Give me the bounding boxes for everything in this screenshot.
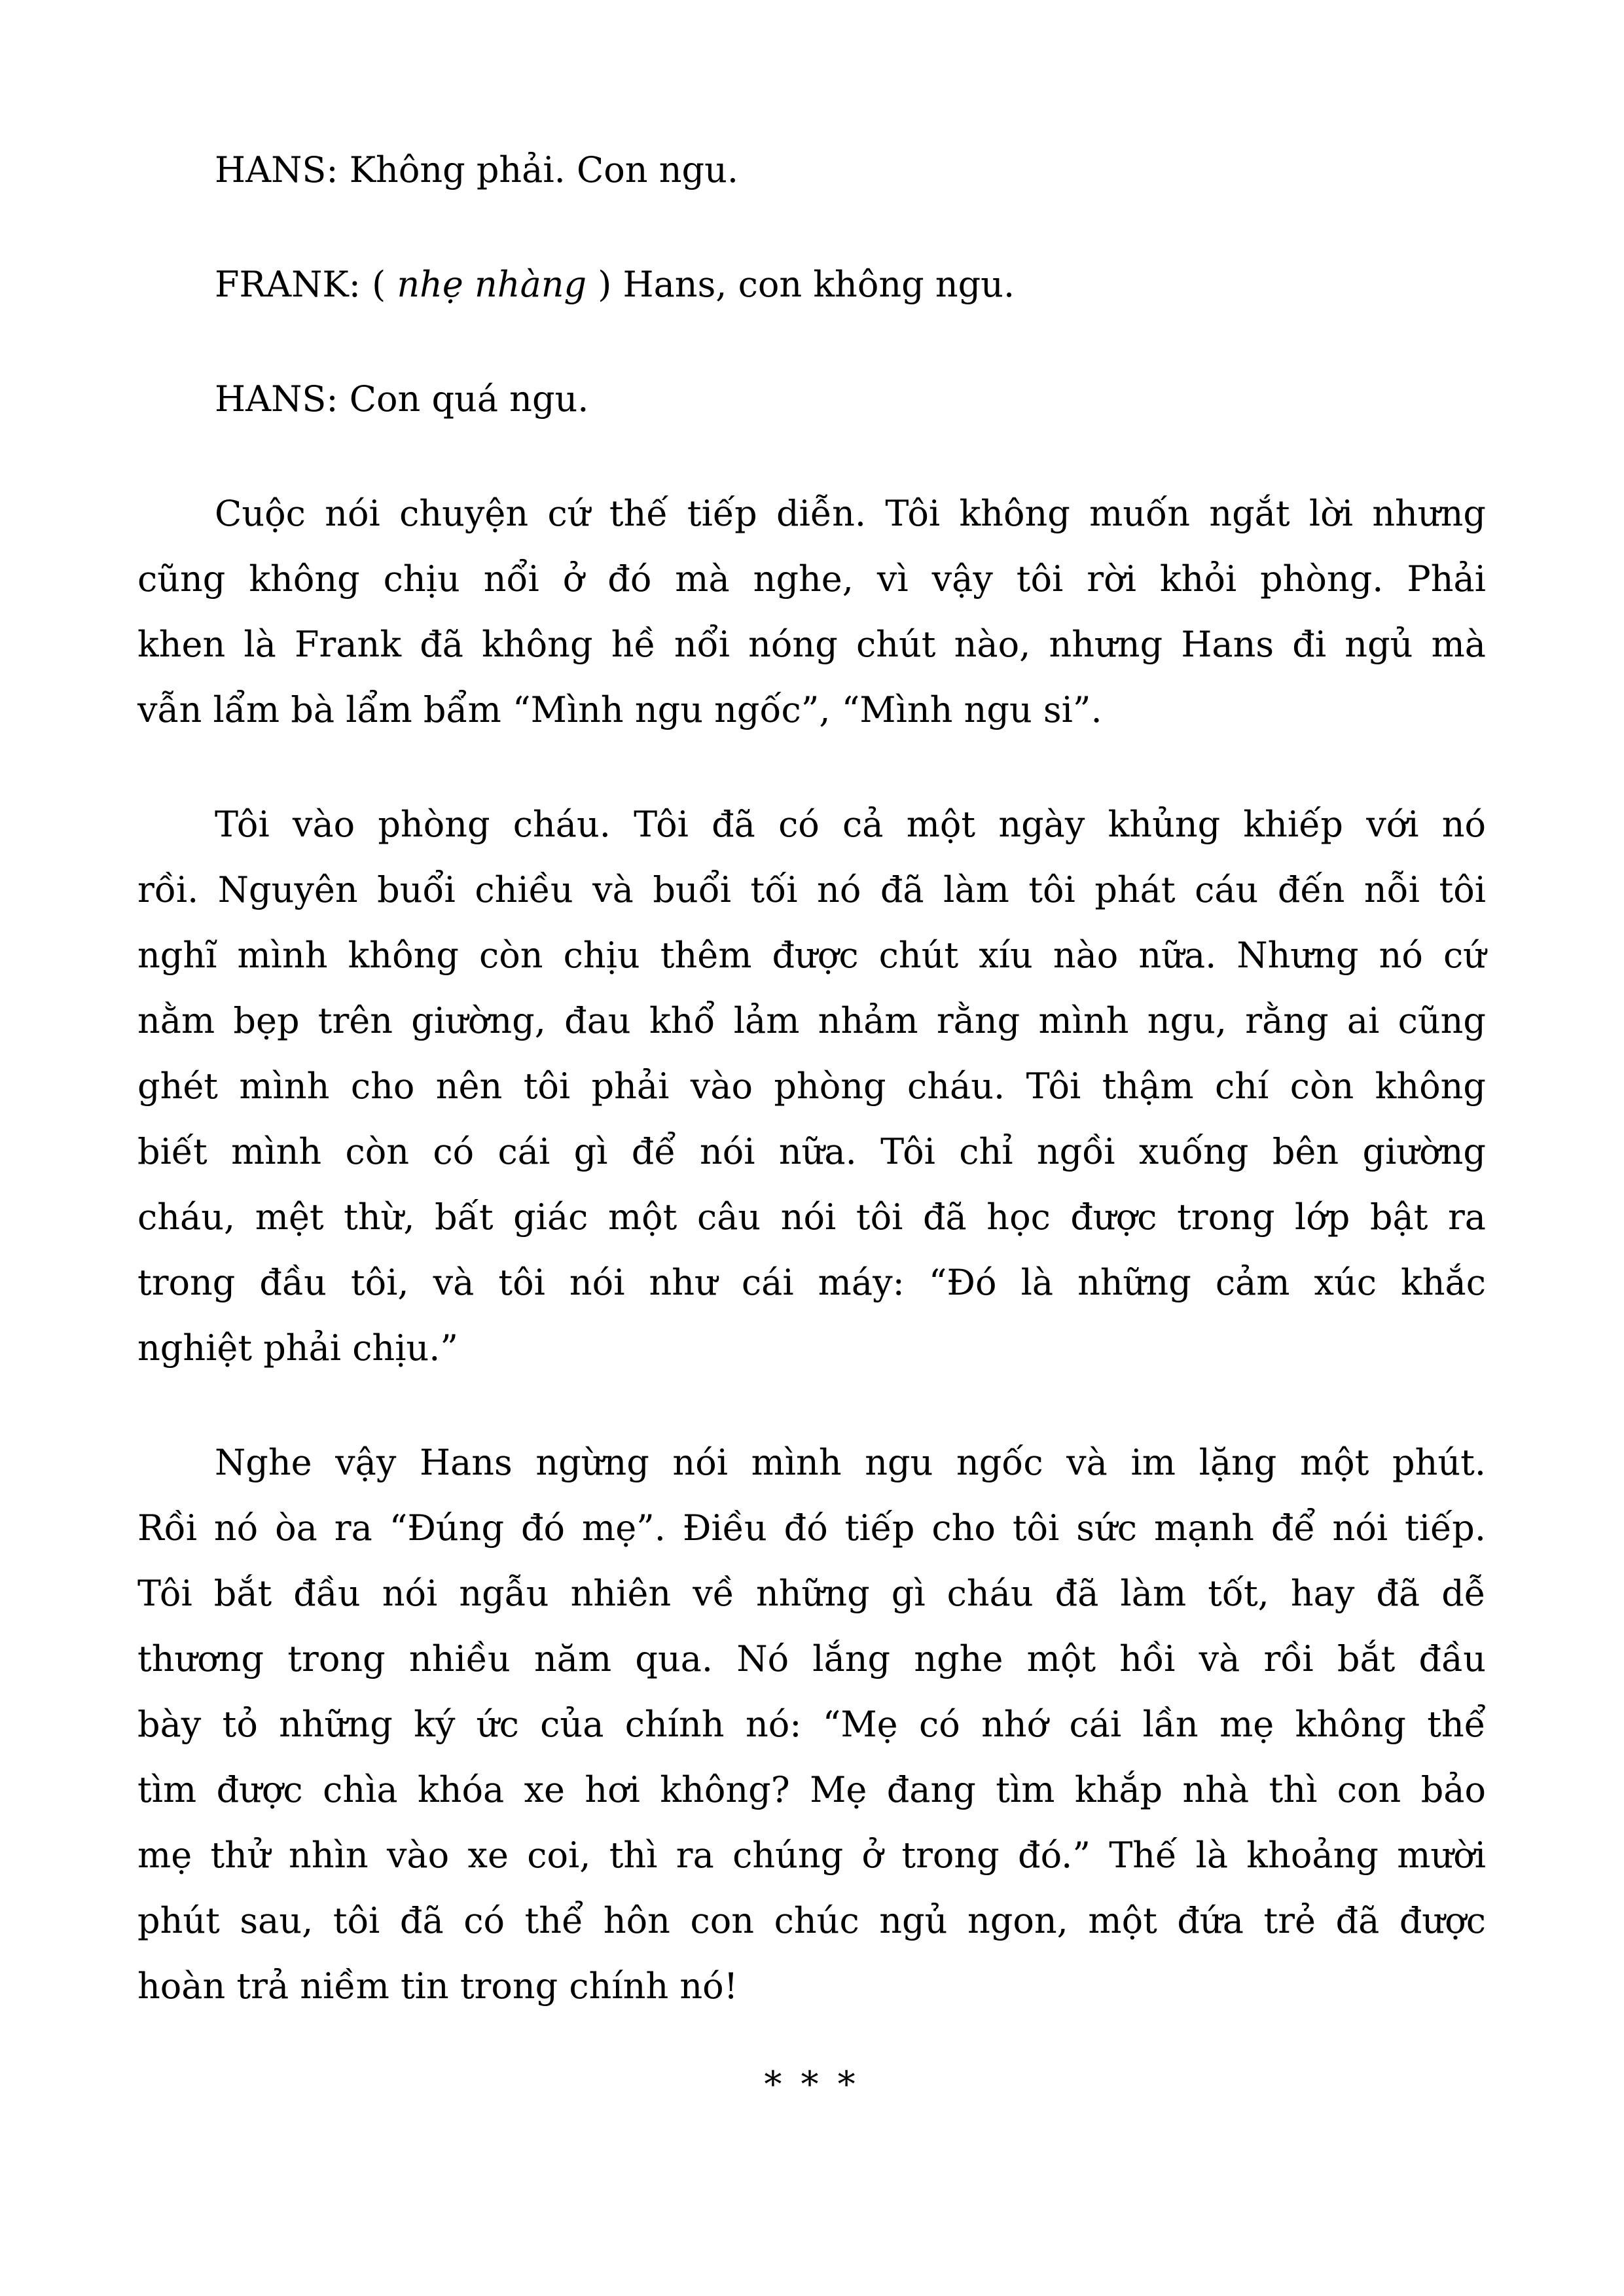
paragraph [137, 792, 1486, 1381]
section-separator: * * * [764, 2064, 859, 2105]
paragraph-line: biết mình còn có cái gì để nói nữa. Tôi chỉ ngồi xuống bên giường [137, 1131, 1486, 1172]
paragraph-line: nghĩ mình không còn chịu thêm được chút xíu nào nữa. Nhưng nó cứ [137, 935, 1486, 976]
dialogue-line [137, 367, 1486, 432]
text-body [137, 137, 1486, 2117]
paragraph [137, 1430, 1486, 2019]
dialogue-text: Hans, con không ngu. [623, 264, 1015, 305]
paragraph-line: trong đầu tôi, và tôi nói như cái máy: “Đó là những cảm xúc khắc [137, 1262, 1486, 1303]
paren-open: ( [360, 264, 397, 305]
dialogue-line [137, 137, 1486, 203]
paragraph-line: mẹ thử nhìn vào xe coi, thì ra chúng ở trong đó.” Thế là khoảng mười [137, 1835, 1486, 1876]
paragraph-line: Tôi bắt đầu nói ngẫu nhiên về những gì cháu đã làm tốt, hay đã dễ [137, 1573, 1486, 1614]
speaker-name: FRANK: [215, 264, 361, 305]
speaker-name: HANS: [215, 149, 338, 190]
paragraph-line: bày tỏ những ký ức của chính nó: “Mẹ có nhớ cái lần mẹ không thể [137, 1704, 1486, 1745]
paren-close: ) [586, 264, 623, 305]
paragraph-line: cháu, mệt thừ, bất giác một câu nói tôi đã học được trong lớp bật ra [137, 1196, 1486, 1238]
paragraph-line: rồi. Nguyên buổi chiều và buổi tối nó đã làm tôi phát cáu đến nỗi tôi [137, 869, 1486, 910]
paragraph-line: Tôi vào phòng cháu. Tôi đã có cả một ngày khủng khiếp với nó [215, 804, 1486, 845]
paragraph-line: tìm được chìa khóa xe hơi không? Mẹ đang tìm khắp nhà thì con bảo [137, 1769, 1486, 1810]
paragraph-line: hoàn trả niềm tin trong chính nó! [137, 1965, 738, 2007]
dialogue-text: Không phải. Con ngu. [338, 149, 739, 190]
paragraph-line: Rồi nó òa ra “Đúng đó mẹ”. Điều đó tiếp cho tôi sức mạnh để nói tiếp. [137, 1507, 1486, 1549]
dialogue-text: Con quá ngu. [338, 378, 589, 420]
paragraph-line: phút sau, tôi đã có thể hôn con chúc ngủ ngon, một đứa trẻ đã được [137, 1900, 1486, 1941]
paragraph-line: vẫn lẩm bà lẩm bẩm “Mình ngu ngốc”, “Mình ngu si”. [137, 689, 1102, 730]
paragraph [137, 481, 1486, 743]
paragraph-line: nghiệt phải chịu.” [137, 1327, 459, 1369]
paragraph-line: thương trong nhiều năm qua. Nó lắng nghe một hồi và rồi bắt đầu [137, 1638, 1486, 1679]
paragraph-line: khen là Frank đã không hề nổi nóng chút nào, nhưng Hans đi ngủ mà [137, 624, 1486, 665]
speaker-name: HANS: [215, 378, 338, 420]
paragraph-line: Nghe vậy Hans ngừng nói mình ngu ngốc và im lặng một phút. [215, 1442, 1486, 1483]
stage-direction: nhẹ nhàng [397, 264, 587, 305]
dialogue-line [137, 252, 1486, 317]
paragraph-line: cũng không chịu nổi ở đó mà nghe, vì vậy tôi rời khỏi phòng. Phải [137, 558, 1486, 600]
paragraph-line: ghét mình cho nên tôi phải vào phòng cháu. Tôi thậm chí còn không [137, 1066, 1486, 1107]
paragraph-line: nằm bẹp trên giường, đau khổ lảm nhảm rằng mình ngu, rằng ai cũng [137, 1000, 1486, 1041]
paragraph-line: Cuộc nói chuyện cứ thế tiếp diễn. Tôi không muốn ngắt lời nhưng [215, 493, 1486, 534]
